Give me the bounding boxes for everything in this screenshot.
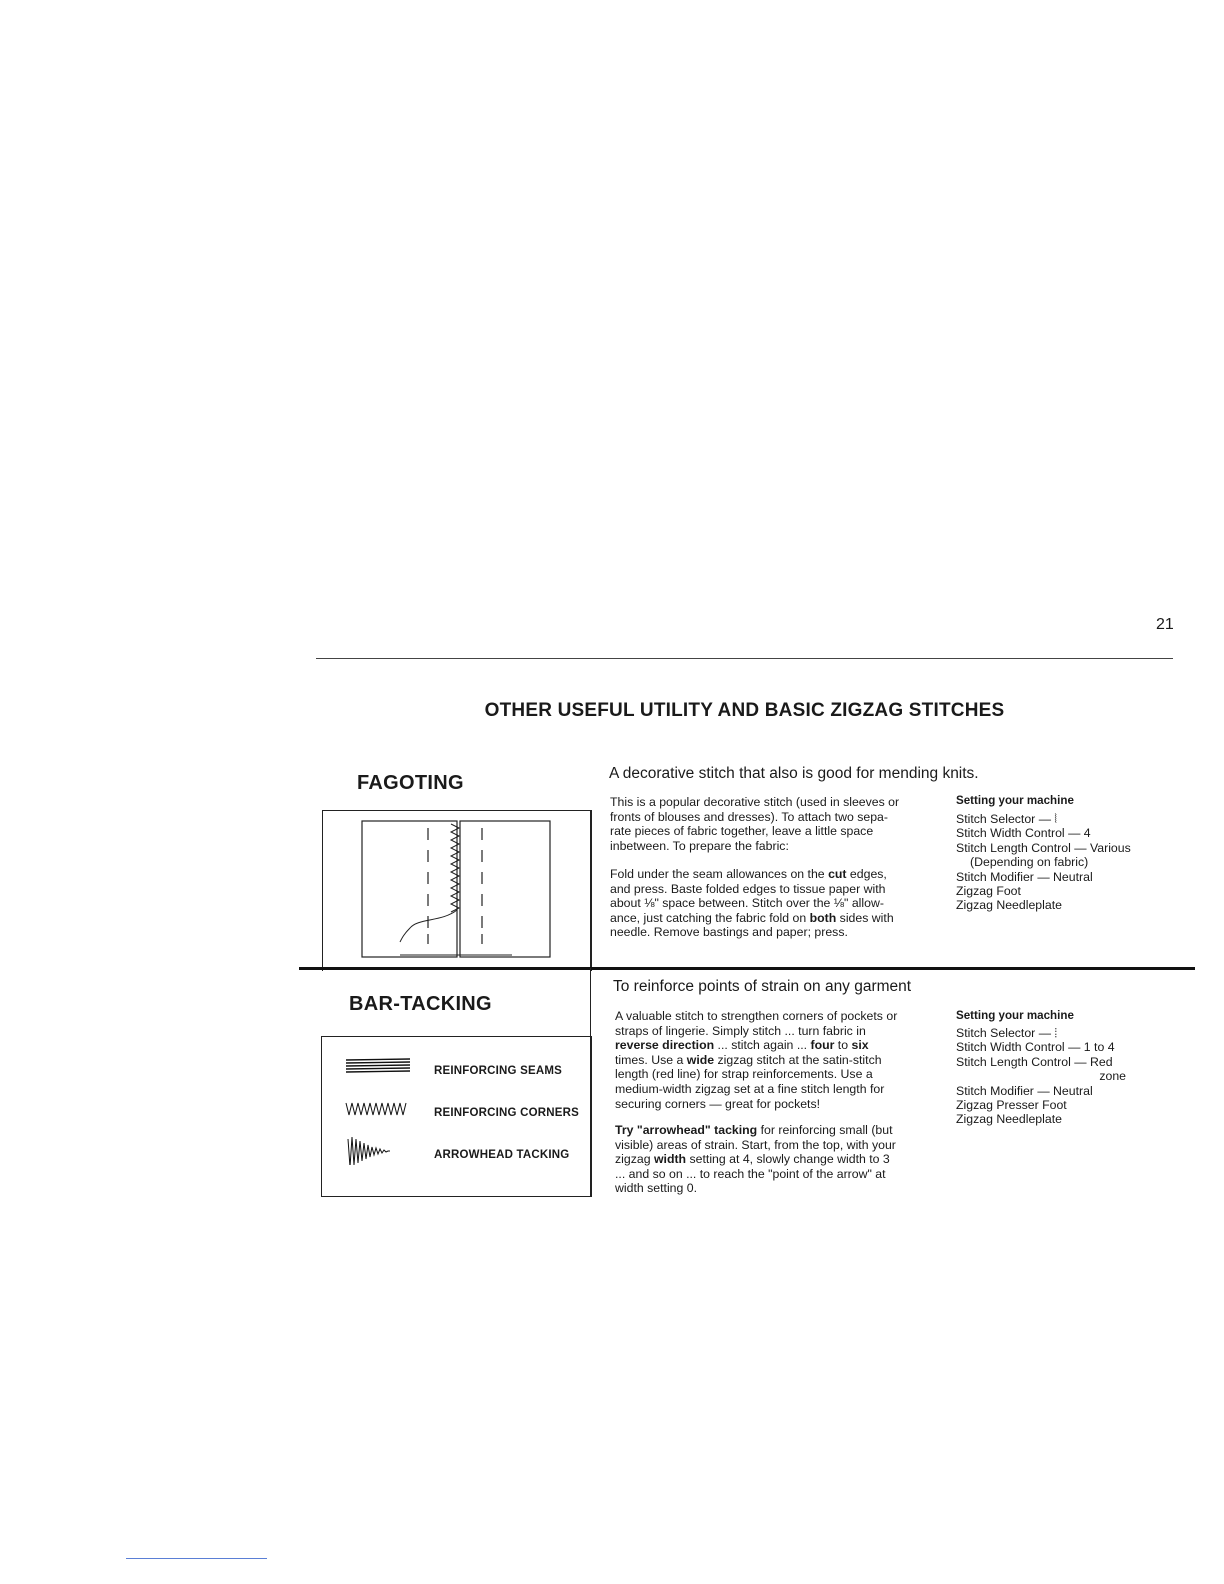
fagoting-paragraph-1: This is a popular decorative stitch (used in sleeves or fronts of blouses and dresses). To attach two sepa- rate pieces of fabric together, leave a little space inbetween. To prepare the fabric: [610, 795, 900, 853]
bartacking-intro: To reinforce points of strain on any garment [613, 978, 912, 995]
reinforcing-seams-icon [346, 1059, 410, 1072]
section-divider [299, 967, 1195, 970]
arrowhead-tacking-icon [348, 1137, 390, 1165]
stitch-icons [344, 1055, 414, 1165]
fagoting-paragraph-2: Fold under the seam allowances on the cut edges, and press. Baste folded edges to tissue paper with about ⅛" space between. Stitch over the ⅛" allow- ance, just catching the fabric fold on both sides with needle. Remove bastings and paper; press. [610, 867, 894, 940]
header-rule [316, 658, 1173, 659]
bartacking-legend-box [321, 1036, 592, 1197]
legend-arrowhead-tacking: ARROWHEAD TACKING [434, 1149, 570, 1161]
footer-line [126, 1558, 267, 1559]
fagoting-title: FAGOTING [357, 772, 464, 794]
page-title: OTHER USEFUL UTILITY AND BASIC ZIGZAG STITCHES [484, 700, 1005, 721]
bartacking-paragraph-2: Try "arrowhead" tacking for reinforcing small (but visible) areas of strain. Start, from the top, with your zigzag width setting at 4, slowly change width to 3 ... and so on ... to reach the "point of the arrow" at width setting 0. [615, 1123, 896, 1196]
bartacking-paragraph-1: A valuable stitch to strengthen corners of pockets or straps of lingerie. Simply stitch ... turn fabric in reverse direction ... stitch again ... four to six times. Use a wide zigzag stitch at the satin-stitch length (red line) for strap reinforcements. Use a medium-width zigzag set at a fine stitch length for securing corners — great for pockets! [615, 1009, 898, 1111]
reinforcing-corners-icon [346, 1103, 406, 1115]
bartacking-settings: Setting your machine Stitch Selector — ⦙ Stitch Width Control — 1 to 4 Stitch Length Control — Red zone Stitch Modifier — Neutral Zigzag Presser Foot Zigzag Needleplate [956, 1009, 1126, 1127]
fagoting-intro: A decorative stitch that also is good for mending knits. [609, 765, 979, 782]
legend-reinforcing-seams: REINFORCING SEAMS [434, 1065, 562, 1077]
bartacking-title: BAR-TACKING [349, 993, 492, 1015]
fagoting-settings: Setting your machine Stitch Selector — ⦚ Stitch Width Control — 4 Stitch Length Control — Various (Depending on fabric) Stitch Modifier — Neutral Zigzag Foot Zigzag Needleplate [956, 794, 1131, 913]
page-number: 21 [1156, 616, 1174, 633]
fagoting-illustration [322, 810, 590, 970]
legend-reinforcing-corners: REINFORCING CORNERS [434, 1107, 580, 1119]
divider-vertical [590, 810, 591, 970]
